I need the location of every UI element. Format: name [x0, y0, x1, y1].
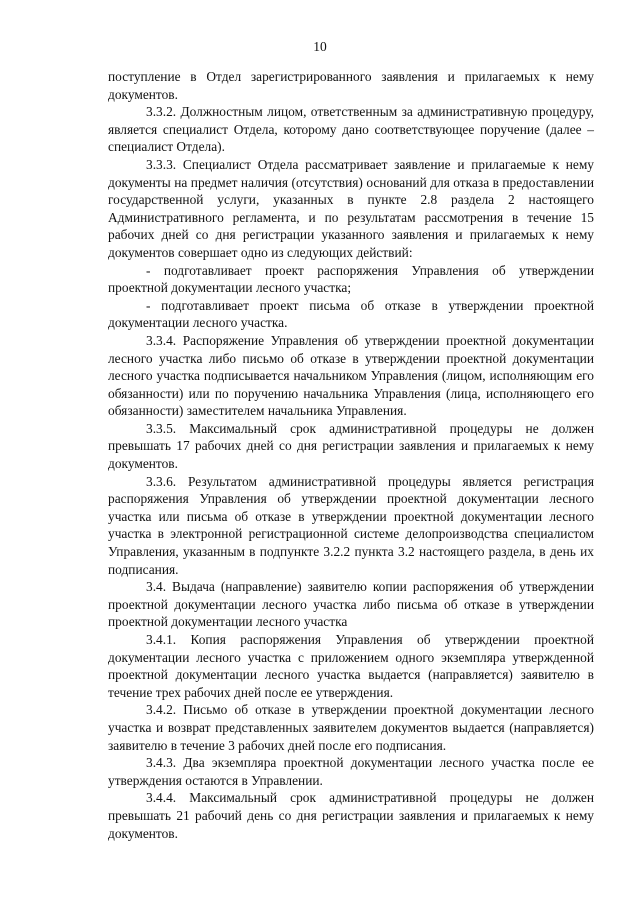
paragraph-3-3-5: 3.3.5. Максимальный срок административной процедуры не должен превышать 17 рабочих дней со дня регистрации заявления и прилагаемых к нему документов.	[108, 420, 594, 472]
paragraph-3-4-3: 3.4.3. Два экземпляра проектной документации лесного участка после ее утверждения остаются в Управлении.	[108, 755, 594, 788]
paragraph-3-3-4: 3.3.4. Распоряжение Управления об утверждении проектной документации лесного участка либо письмо об отказе в утверждении проектной документации лесного участка подписывается начальником Управления (лицом, исполняющим его обязанности) или по поручению начальника Управления (лица, исполняющего его обязанности) заместителем начальника Управления.	[108, 332, 594, 419]
paragraph-3-4-4: 3.4.4. Максимальный срок административной процедуры не должен превышать 21 рабочий день со дня регистрации заявления и прилагаемых к нему документов.	[108, 790, 594, 841]
document-body	[108, 68, 594, 842]
page-number: 10	[313, 39, 327, 54]
list-item-refusal-draft: - подготавливает проект письма об отказе в утверждении проектной документации лесного участка.	[108, 297, 594, 331]
paragraph-continuation: поступление в Отдел зарегистрированного заявления и прилагаемых к нему документов.	[108, 69, 594, 102]
paragraph-3-4-1: 3.4.1. Копия распоряжения Управления об утверждении проектной документации лесного участка с приложением одного экземпляра утвержденной проектной документации лесного участка выдается (направляется) заявителю в течение трех рабочих дней после ее утверждения.	[108, 632, 594, 700]
list-item-approval-draft: - подготавливает проект распоряжения Управления об утверждении проектной документации лесного участка;	[108, 262, 594, 296]
paragraph-3-3-2: 3.3.2. Должностным лицом, ответственным за административную процедуру, является специалист Отдела, которому дано соответствующее поручение (далее – специалист Отдела).	[108, 104, 594, 155]
section-heading-3-4: 3.4. Выдача (направление) заявителю копии распоряжения об утверждении проектной документации лесного участка либо письма об отказе в утверждении проектной документации лесного участка	[108, 579, 594, 630]
paragraph-3-3-3: 3.3.3. Специалист Отдела рассматривает заявление и прилагаемые к нему документы на предмет наличия (отсутствия) оснований для отказа в предоставлении государственной услуги, указанных в пункте 2.8 раздела 2 настоящего Административного регламента, и по результатам рассмотрения в течение 15 рабочих дней со дня регистрации указанного заявления и прилагаемых к нему документов совершает одно из следующих действий:	[108, 156, 594, 260]
paragraph-3-4-2: 3.4.2. Письмо об отказе в утверждении проектной документации лесного участка и возврат представленных заявителем документов выдается (направляется) заявителю в течение 3 рабочих дней после его подписания.	[108, 702, 594, 753]
paragraph-3-3-6: 3.3.6. Результатом административной процедуры является регистрация распоряжения Управления об утверждении проектной документации лесного участка или письма об отказе в утверждении проектной документации лесного участка в электронной регистрационной системе делопроизводства специалистом Управления, указанным в подпункте 3.2.2 пункта 3.2 настоящего раздела, в день их подписания.	[108, 473, 594, 577]
